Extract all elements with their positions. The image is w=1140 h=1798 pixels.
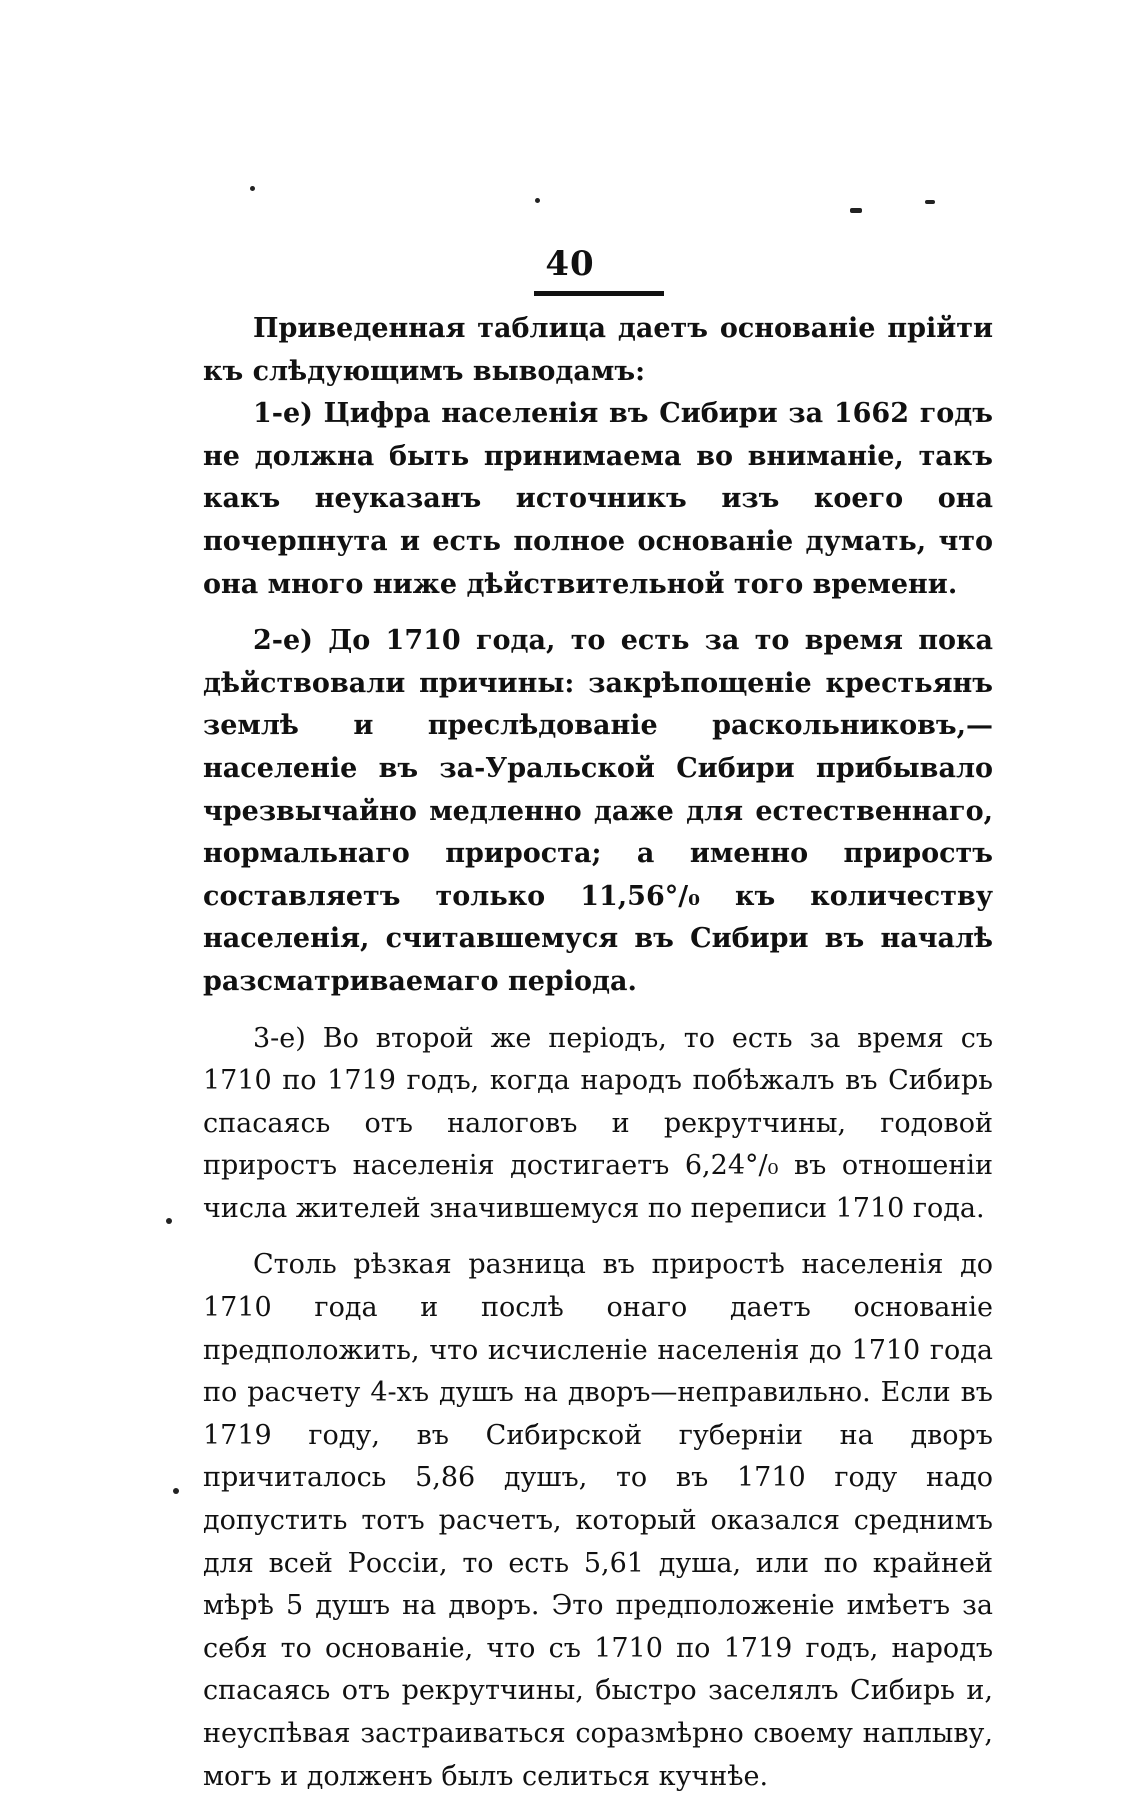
- paragraph-point-1: 1-е) Цифра населенія въ Сибири за 1662 годъ не должна быть принимаема во вниманіе, такъ какъ неуказанъ источникъ изъ коего она почерпнута и есть полное основаніе думать, что она много ниже дѣйствительной того времени.: [203, 398, 993, 600]
- scan-speck: [925, 200, 935, 204]
- scan-speck: [166, 1218, 172, 1224]
- paragraph-intro: Приведенная таблица даетъ основаніе прійти къ слѣдующимъ выводамъ:: [203, 313, 993, 387]
- page-number: 40: [545, 244, 595, 284]
- body-text: [203, 308, 993, 1798]
- paragraph-gap: [203, 1230, 993, 1244]
- paragraph-conclusion: Столь рѣзкая разница въ приростѣ населенія до 1710 года и послѣ онаго даетъ основаніе предположить, что исчисленіе населенія до 1710 года по расчету 4-хъ душъ на дворъ—неправильно. Если въ 1719 году, въ Сибирской губерніи на дворъ причиталось 5,86 душъ, то въ 1710 году надо допустить тотъ расчетъ, который оказался среднимъ для всей Россіи, то есть 5,61 душа, или по крайней мѣрѣ 5 душъ на дворъ. Это предположеніе имѣетъ за себя то основаніе, что съ 1710 по 1719 годъ, народъ спасаясь отъ рекрутчины, быстро заселялъ Сибирь и, неуспѣвая застраиваться соразмѣрно своему наплыву, могъ и долженъ былъ селиться кучнѣе.: [203, 1249, 993, 1792]
- paragraph-gap: [203, 1004, 993, 1018]
- paragraph-point-2: 2-е) До 1710 года, то есть за то время пока дѣйствовали причины: закрѣпощеніе крестьянъ землѣ и преслѣдованіе раскольниковъ,—населеніе въ за-Уральской Сибири прибывало чрезвычайно медленно даже для естественнаго, нормальнаго прироста; а именно приростъ составляетъ только 11,56°/₀ къ количеству населенія, считавшемуся въ Сибири въ началѣ разсматриваемаго періода.: [203, 625, 993, 997]
- paragraph-gap: [203, 606, 993, 620]
- scan-speck: [250, 186, 255, 191]
- scan-speck: [850, 208, 862, 213]
- header-rule: [534, 291, 664, 296]
- scan-speck: [535, 198, 540, 203]
- paragraph-point-3: 3-е) Во второй же періодъ, то есть за время съ 1710 по 1719 годъ, когда народъ побѣжалъ въ Сибирь спасаясь отъ налоговъ и рекрутчины, годовой приростъ населенія достигаетъ 6,24°/₀ въ отношеніи числа жителей значившемуся по переписи 1710 года.: [203, 1022, 993, 1224]
- scan-speck: [173, 1488, 179, 1494]
